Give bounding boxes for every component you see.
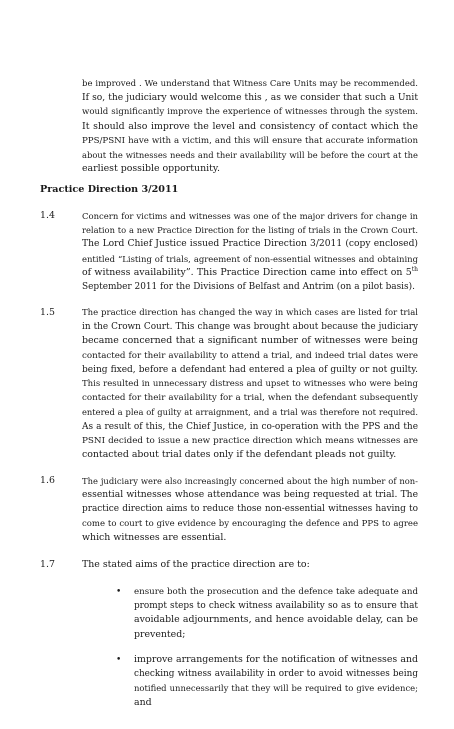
text-line: come to court to give evidence by encouraging the defence and PPS to agree (82, 518, 418, 529)
text-line (82, 266, 418, 280)
text-line-part: of witness availability”. This Practice Direction came into effect on 5 (82, 266, 412, 278)
text-line: prompt steps to check witness availability so as to ensure that (134, 601, 418, 612)
text-line: It should also improve the level and consistency of contact which the (82, 120, 418, 132)
text-line: practice direction aims to reduce those non-essential witnesses having to (82, 504, 418, 515)
superscript: th (411, 265, 418, 273)
bullet-item (134, 585, 418, 642)
text-line: contacted for their availability for a trial, when the defendant subsequently (82, 393, 418, 404)
intro-paragraph (82, 77, 418, 176)
text-line: and (134, 696, 152, 708)
text-line: became concerned that a significant number of witnesses were being (82, 335, 418, 347)
text-line: The practice direction has changed the way in which cases are listed for trial (82, 308, 418, 318)
text-line: PSNI decided to issue a new practice direction which means witnesses are (82, 435, 418, 446)
text-line: being fixed, before a defendant had entered a plea of guilty or not guilty. (82, 364, 418, 375)
text-line: The stated aims of the practice direction are to: (82, 559, 310, 570)
text-line: avoidable adjournments, and hence avoidable delay, can be (134, 614, 418, 626)
bullet-icon: • (116, 655, 122, 665)
text-line: September 2011 for the Divisions of Belfast and Antrim (on a pilot basis). (82, 282, 415, 293)
text-line: essential witnesses whose attendance was being requested at trial. The (82, 489, 418, 501)
paragraph-number: 1.4 (40, 210, 55, 221)
paragraph-1-4 (82, 209, 418, 294)
text-line: contacted for their availability to attend a trial, and indeed trial dates were (82, 350, 418, 361)
paragraph-1-7 (82, 558, 418, 572)
text-line: about the witnesses needs and their availability will be before the court at the (82, 150, 418, 161)
text-line: This resulted in unnecessary distress and upset to witnesses who were being (82, 379, 418, 390)
text-line: entered a plea of guilty at arraignment, and a trial was therefore not required. (82, 407, 418, 418)
text-line: If so, the judiciary would welcome this , as we consider that such a Unit (82, 93, 418, 104)
text-line: relation to a new Practice Direction for the listing of trials in the Crown Court. (82, 225, 418, 236)
text-line: checking witness availability in order to avoid witnesses being (134, 669, 418, 680)
text-line: in the Crown Court. This change was brought about because the judiciary (82, 322, 418, 333)
section-heading: Practice Direction 3/2011 (40, 184, 179, 195)
text-line: entitled “Listing of trials, agreement of non-essential witnesses and obtaining (82, 253, 418, 264)
paragraph-1-6 (82, 474, 418, 545)
text-line: would significantly improve the experience of witnesses through the system. (82, 107, 418, 118)
paragraph-number: 1.7 (40, 559, 55, 570)
text-line: be improved . We understand that Witness Care Units may be recommended. (82, 79, 418, 89)
bullet-item (134, 653, 418, 710)
paragraph-number: 1.5 (40, 307, 55, 318)
text-line: The judiciary were also increasingly concerned about the high number of non- (82, 476, 418, 486)
text-line: which witnesses are essential. (82, 531, 227, 543)
text-line: improve arrangements for the notification of witnesses and (134, 654, 418, 665)
text-line: prevented; (134, 628, 186, 640)
text-line: PPS/PSNI have with a victim, and this will ensure that accurate information (82, 135, 418, 146)
text-line: As a result of this, the Chief Justice, in co-operation with the PPS and the (82, 421, 418, 432)
text-line: notified unnecessarily that they will be required to give evidence; (134, 683, 418, 694)
text-line: earliest possible opportunity. (82, 163, 220, 175)
paragraph-1-5 (82, 306, 418, 462)
bullet-icon: • (116, 587, 122, 597)
text-line: Concern for victims and witnesses was one of the major drivers for change in (82, 211, 418, 221)
paragraph-number: 1.6 (40, 475, 55, 486)
text-line: The Lord Chief Justice issued Practice Direction 3/2011 (copy enclosed) (82, 239, 418, 250)
text-line: ensure both the prosecution and the defence take adequate and (134, 587, 418, 597)
text-line: contacted about trial dates only if the defendant pleads not guilty. (82, 449, 397, 461)
